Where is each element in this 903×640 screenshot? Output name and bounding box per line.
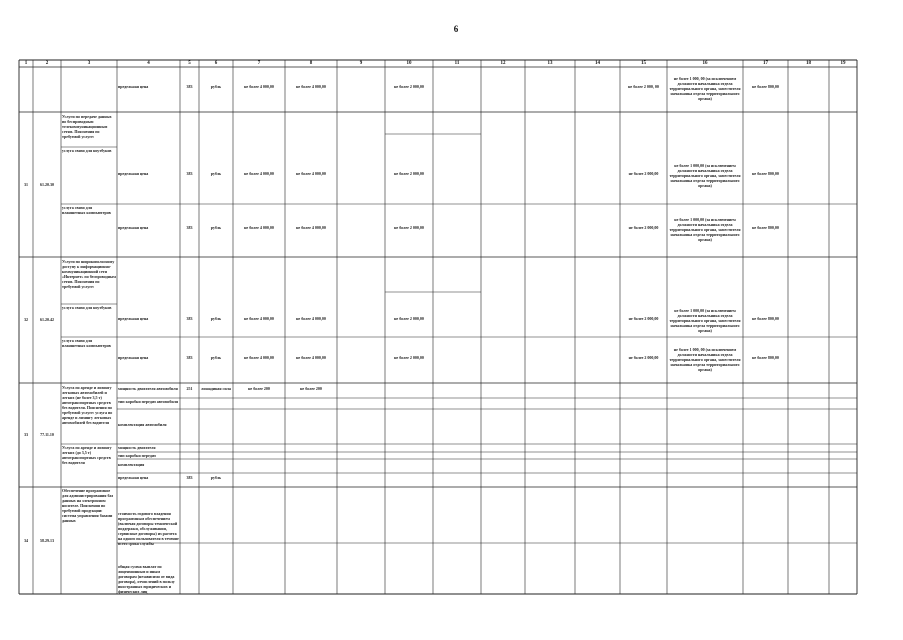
column-number: 16	[702, 61, 708, 66]
okpd-code: 61.20.42	[40, 317, 54, 322]
service-name: услуга связи для планшетных компьютеров	[62, 205, 111, 215]
param-value-c16: не более 1 000, 00 (за исключением должности начальника отдела территориального органа, заместителя начальника отдела территориального органа)	[669, 346, 741, 372]
param-name: комплектация автомобиля	[118, 422, 167, 427]
column-number: 7	[257, 61, 261, 66]
param-value-c8: не более 4 000,00	[296, 84, 326, 89]
param-value-c10: не более 2 000,00	[394, 171, 424, 176]
column-number: 15	[641, 61, 646, 66]
param-value-c8: не более 4 000,00	[296, 171, 326, 176]
column-number: 19	[840, 61, 846, 66]
param-value-c16: не более 1 000,00 (за исключением должности начальника отдела территориального органа, заместителя начальника отдела территориального органа)	[669, 163, 741, 188]
column-number: 1	[24, 61, 28, 66]
param-value-okei: 251	[186, 386, 193, 391]
param-value-c8: не более 200	[300, 386, 322, 391]
column-number: 17	[763, 61, 768, 66]
param-value-c10: не более 2 000,00	[394, 84, 424, 89]
service-name: услуга связи для ноутбуков	[62, 148, 112, 153]
param-value-unit: рубль	[210, 316, 222, 321]
param-value-c8: не более 4 000,00	[296, 316, 326, 321]
param-value-okei: 383	[186, 354, 193, 360]
row-number: 34	[24, 537, 28, 543]
param-value-okei: 383	[186, 316, 193, 321]
row-number: 31	[24, 181, 28, 187]
service-name: Услуги по широкополосному доступу к информационно-коммуникационной сети «Интернет» по беспроводным сетям. Пояснения по требуемой услуге:	[62, 259, 116, 289]
param-name: стоимость годового владения программным обеспечением (включая договоры технической поддержки, обслуживания, сервисные договоры) из расчета на одного пользователя в течение всего срока службы	[118, 510, 179, 546]
param-name: предельная цена	[118, 316, 149, 321]
row-number: 33	[24, 432, 28, 437]
param-value-c15: не более 2 000, 00	[628, 84, 659, 89]
param-value-c17: не более 800,00	[752, 316, 779, 321]
param-value-c15: не более 2 000,00	[628, 171, 659, 176]
param-name: общая сумма выплат по лицензионным и иным договорам (независимо от вида договора), отчислений в пользу иностранных юридических и физических лиц	[118, 564, 175, 594]
column-number: 18	[806, 61, 811, 66]
param-value-c15: не более 2 000,00	[628, 225, 659, 230]
param-value-unit: рубль	[210, 171, 222, 176]
column-number: 5	[188, 61, 191, 66]
param-name: предельная цена	[118, 475, 149, 480]
column-number: 12	[500, 61, 506, 66]
okpd-code	[33, 87, 61, 93]
param-value-unit: рубль	[210, 84, 222, 89]
column-number: 6	[214, 61, 218, 66]
okpd-code: 58.29.13	[40, 537, 54, 543]
param-value-c7: не более 4 000,00	[244, 84, 274, 89]
param-name: предельная цена	[118, 354, 149, 360]
service-name: услуга связи для планшетных компьютеров	[62, 338, 111, 348]
param-value-c15: не более 2 000,00	[628, 316, 659, 321]
column-number: 11	[454, 61, 460, 66]
param-name: комплектация	[118, 461, 145, 467]
service-name: Услуга по аренде и лизингу легких (до 3,5 т) автотранспортных средств без водителя	[62, 445, 112, 465]
column-number: 4	[147, 61, 150, 66]
param-name: тип коробки передач автомобиля	[118, 399, 179, 404]
column-number: 3	[87, 61, 91, 66]
param-value-c15: не более 2 000,00	[628, 354, 659, 360]
column-number: 9	[359, 61, 363, 66]
param-value-unit: рубль	[210, 225, 222, 230]
param-value-c10: не более 2 000,00	[394, 354, 424, 360]
column-number: 2	[45, 61, 49, 66]
param-value-c17: не более 800,00	[752, 84, 779, 89]
okpd-code: 77.11.10	[40, 432, 54, 437]
param-value-okei: 383	[186, 475, 193, 480]
param-value-unit: лошадиная сила	[201, 386, 231, 391]
param-value-okei: 383	[186, 225, 193, 230]
param-value-c8: не более 4 000,00	[296, 225, 326, 230]
param-value-c7: не более 4 000,00	[244, 225, 274, 230]
param-value-c10: не более 2 000,00	[394, 316, 424, 321]
param-value-c7: не более 4 000,00	[244, 354, 274, 360]
param-name: предельная цена	[118, 225, 149, 230]
param-value-c16: не более 1 000, 00 (за исключением должности начальника отдела территориального органа, заместителя начальника отдела территориального органа)	[669, 76, 741, 101]
param-value-c8: не более 4 000,00	[296, 354, 326, 360]
param-value-unit: рубль	[210, 354, 222, 360]
param-value-c7: не более 200	[248, 386, 270, 391]
row-number	[19, 87, 33, 93]
param-name: мощность двигателя	[118, 445, 156, 450]
param-value-c7: не более 4 000,00	[244, 316, 274, 321]
param-value-okei: 383	[186, 171, 193, 176]
service-name	[62, 70, 116, 108]
param-name: предельная цена	[118, 171, 149, 176]
param-value-c7: не более 4 000,00	[244, 171, 274, 176]
service-name: Услуги по передаче данных по беспроводным телекоммуникационным сетям. Пояснения по требуемой услуге:	[62, 114, 112, 139]
param-value-unit: рубль	[210, 475, 222, 480]
param-name: предельная цена	[118, 84, 149, 89]
param-value-okei: 383	[186, 84, 193, 89]
param-value-c17: не более 800,00	[752, 225, 779, 230]
column-number: 14	[595, 61, 600, 66]
column-number: 13	[547, 61, 553, 66]
service-name: Услуга по аренде и лизингу легковых автомобилей и легких (не более 3,5 т) автотранспортных средств без водителя. Пояснения по требуемой услуге: услуга по аренде и лизингу легковых автомобилей без водителя	[62, 385, 113, 425]
column-number: 8	[309, 61, 313, 66]
param-value-c10: не более 2 000,00	[394, 225, 424, 230]
row-number: 32	[24, 317, 28, 322]
param-value-c17: не более 800,00	[752, 354, 779, 360]
okpd-code: 61.20.30	[40, 181, 54, 187]
param-value-c16: не более 1 000,00 (за исключением должности начальника отдела территориального органа, заместителя начальника отдела территориального органа)	[669, 217, 741, 242]
param-value-c17: не более 800,00	[752, 171, 779, 176]
param-name: тип коробки передач	[118, 453, 156, 458]
column-number: 10	[406, 61, 412, 66]
service-name: Обеспечение программное для администрирования баз данных на электронном носителе. Пояснения по требуемой продукции: система управления базами данных	[62, 488, 114, 523]
param-name: мощность двигателя автомобиля	[118, 386, 178, 391]
service-name: услуга связи для ноутбуков	[62, 305, 112, 310]
param-value-c16: не более 1 000,00 (за исключением должности начальника отдела территориального органа, заместителя начальника отдела территориального органа)	[669, 308, 741, 333]
page-number: 6	[453, 24, 459, 34]
